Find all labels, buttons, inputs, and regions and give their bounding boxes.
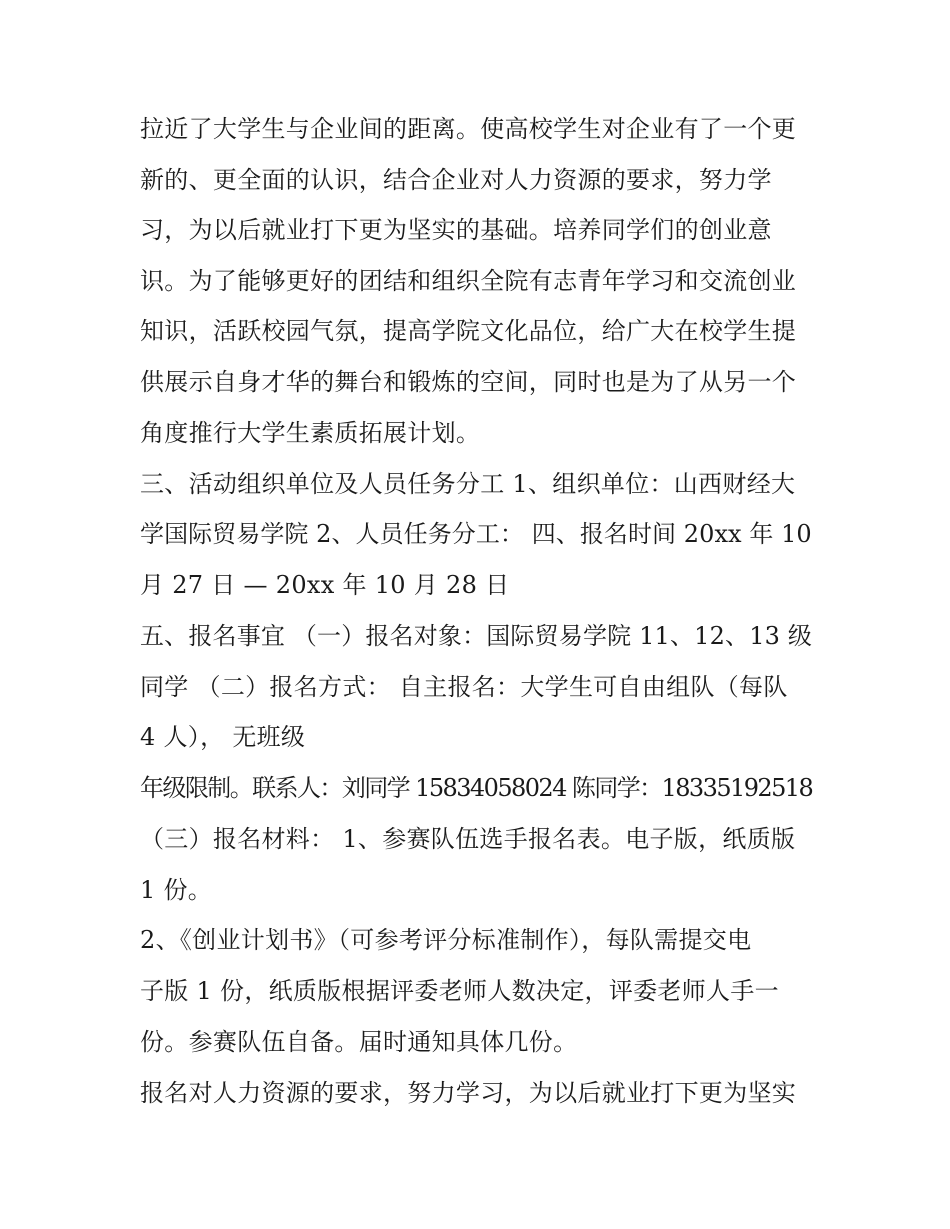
text-line-1: 拉近了大学生与企业间的距离。使高校学生对企业有了一个更 <box>140 115 797 143</box>
text-line-20: 报名对人力资源的要求，努力学习，为以后就业打下更为坚实 <box>140 1079 797 1107</box>
text-line-5: 知识，活跃校园气氛，提高学院文化品位，给广大在校学生提 <box>140 317 797 345</box>
text-line-9: 学国际贸易学院 2、人员任务分工： 四、报名时间 20xx 年 10 <box>140 520 812 548</box>
text-line-4: 识。为了能够更好的团结和组织全院有志青年学习和交流创业 <box>140 267 797 295</box>
text-line-13: 4 人）， 无班级 <box>140 723 306 751</box>
text-line-8: 三、活动组织单位及人员任务分工 1、组织单位：山西财经大 <box>140 470 796 498</box>
text-line-12: 同学 （二）报名方式： 自主报名：大学生可自由组队（每队 <box>140 673 788 701</box>
text-line-16: 1 份。 <box>140 876 213 904</box>
text-line-7: 角度推行大学生素质拓展计划。 <box>140 419 481 447</box>
text-line-18: 子版 1 份，纸质版根据评委老师人数决定，评委老师人手一 <box>140 977 779 1005</box>
text-line-17: 2、《创业计划书》（可参考评分标准制作），每队需提交电 <box>140 926 752 954</box>
text-line-3: 习，为以后就业打下更为坚实的基础。培养同学们的创业意 <box>140 216 772 244</box>
text-line-6: 供展示自身才华的舞台和锻炼的空间，同时也是为了从另一个 <box>140 368 797 396</box>
text-line-14: 年级限制。联系人：刘同学 15834058024 陈同学：18335192518 <box>140 774 813 802</box>
text-line-2: 新的、更全面的认识，结合企业对人力资源的要求，努力学 <box>140 166 772 194</box>
text-line-19: 份。参赛队伍自备。届时通知具体几份。 <box>140 1028 578 1056</box>
text-line-11: 五、报名事宜 （一）报名对象：国际贸易学院 11、12、13 级 <box>140 622 813 650</box>
text-line-15: （三）报名材料： 1、参赛队伍选手报名表。电子版，纸质版 <box>140 825 796 853</box>
text-line-10: 月 27 日 — 20xx 年 10 月 28 日 <box>140 571 510 599</box>
